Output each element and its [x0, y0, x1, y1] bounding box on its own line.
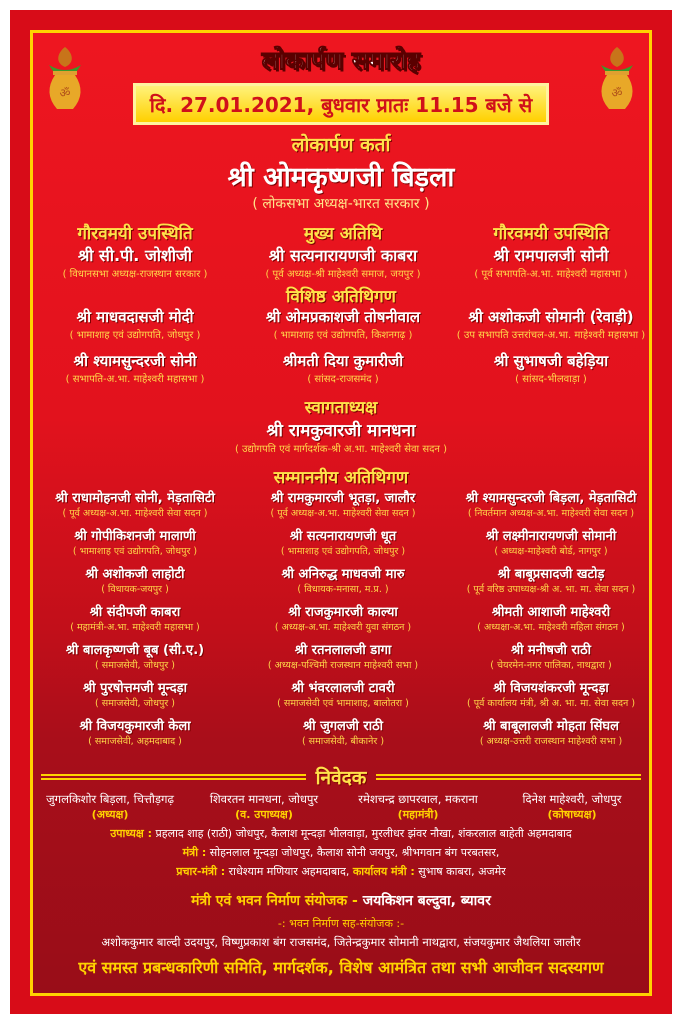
guest-card: [450, 716, 652, 754]
svg-text:ॐ: ॐ: [59, 86, 71, 100]
guest-card: [236, 307, 450, 351]
guest-role: ( अध्यक्ष-पश्चिमी राजस्थान माहेश्वरी सभा ): [267, 660, 419, 671]
guest-heading: गौरवमयी उपस्थिति: [493, 224, 609, 244]
guest-name: श्री माधवदासजी मोदी: [76, 308, 194, 326]
bhavan-value: जयकिशन बल्दुवा, ब्यावर: [362, 893, 491, 909]
guest-heading: गौरवमयी उपस्थिति: [77, 224, 193, 244]
guest-role: ( अध्यक्ष-अ.भा. माहेश्वरी युवा संगठन ): [274, 622, 412, 633]
karyalaya-label: कार्यालय मंत्री :: [352, 865, 415, 878]
member-post: (अध्यक्ष): [91, 808, 129, 821]
guest-role: ( पूर्व वरिष्ठ उपाध्यक्ष-श्री अ. भा. मा. सेवा सदन ): [466, 584, 636, 595]
nivedak-member: [341, 792, 495, 822]
guest-role: ( समाजसेवी, जोधपुर ): [95, 698, 175, 709]
member-post: (कोषाध्यक्ष): [547, 808, 597, 821]
nivedak-member: [187, 792, 341, 822]
bhavan-label: मंत्री एवं भवन निर्माण संयोजक -: [191, 893, 358, 909]
guest-card: [450, 488, 652, 526]
guest-name: श्री बाबूप्रसादजी खटोड़: [497, 567, 605, 582]
kalash-icon: [43, 45, 87, 115]
guest-name: श्री सी.पी. जोशीजी: [77, 246, 193, 265]
mantri-label: मंत्री :: [182, 846, 207, 859]
top-guest: [450, 221, 652, 280]
guest-name: श्री गोपीकिशनजी मालाणी: [74, 529, 196, 544]
guest-role: ( पूर्व अध्यक्ष-श्री माहेश्वरी समाज, जयपुर ): [265, 269, 421, 280]
guest-card: [236, 640, 450, 678]
guest-role: ( सांसद-राजसमंद ): [307, 374, 379, 385]
guest-card: [34, 602, 236, 640]
guest-card: [450, 351, 652, 395]
guest-name: श्री सत्यनारायणजी धूत: [289, 529, 397, 544]
guest-card: [34, 564, 236, 602]
sammanniya-heading: सम्माननीय अतिथिगण: [273, 468, 409, 488]
guest-card: [236, 716, 450, 754]
prachar-text: राधेश्याम मणियार अहमदाबाद,: [228, 865, 350, 878]
karta-heading: लोकार्पण कर्ता: [291, 134, 391, 156]
upadhyaksh-label: उपाध्यक्ष :: [110, 827, 153, 840]
guest-name: श्री भंवरलालजी टावरी: [291, 681, 395, 696]
guest-role: ( पूर्व सभापति-अ.भा. माहेश्वरी महासभा ): [474, 269, 628, 280]
sah-sanyojak-heading: -: भवन निर्माण सह-संयोजक :-: [277, 917, 405, 930]
sammanniya-guests: [34, 488, 648, 754]
guest-name: श्री सत्यनारायणजी काबरा: [268, 246, 418, 265]
sah-sanyojak-list: अशोककुमार बाल्दी उदयपुर, विष्णुप्रकाश बंग राजसमंद, जितेन्द्रकुमार सोमानी नाथद्वारा, संजयकुमार जैथलिया जालौर: [101, 935, 581, 949]
guest-name: श्री श्यामसुन्दरजी सोनी: [73, 352, 197, 370]
prachar-line: [33, 864, 649, 879]
guest-name: श्री रामपालजी सोनी: [493, 246, 609, 265]
guest-card: [450, 640, 652, 678]
guest-card: [34, 640, 236, 678]
guest-role: ( समाजसेवी एवं भामाशाह, बालोतरा ): [277, 698, 409, 709]
guest-card: [236, 602, 450, 640]
guest-role: ( अध्यक्ष-माहेश्वरी बोर्ड, नागपुर ): [494, 546, 608, 557]
guest-role: ( सांसद-भीलवाड़ा ): [515, 374, 587, 385]
guest-card: [450, 602, 652, 640]
nivedak-member: [495, 792, 649, 822]
top-guest: [236, 221, 450, 280]
member-name: रमेशचन्द्र छापरवाल, मकराना: [358, 792, 478, 806]
guest-card: [450, 307, 652, 351]
guest-role: ( भामाशाह एवं उद्योगपति, जोधपुर ): [280, 546, 406, 557]
guest-card: [450, 678, 652, 716]
nivedak-divider: [41, 764, 641, 790]
upadhyaksh-line: [33, 826, 649, 841]
event-date: दि. 27.01.2021, बुधवार प्रातः 11.15 बजे से: [149, 92, 533, 117]
guest-role: ( विधायक-जयपुर ): [101, 584, 169, 595]
poster-frame: [30, 30, 652, 996]
guest-card: [450, 564, 652, 602]
guest-name: श्री बालकृष्णजी बूब (सी.ए.): [65, 643, 205, 658]
guest-role: ( अध्यक्षा-अ.भा. माहेश्वरी महिला संगठन ): [477, 622, 625, 633]
guest-name: श्रीमती आशाजी माहेश्वरी: [491, 605, 611, 620]
guest-card: [236, 678, 450, 716]
guest-name: श्री रतनलालजी डागा: [294, 643, 392, 658]
guest-role: ( पूर्व कार्यालय मंत्री, श्री अ. भा. मा. सेवा सदन ): [466, 698, 636, 709]
vishisht-guests: [34, 307, 648, 395]
guest-name: श्री संदीपजी काबरा: [89, 605, 181, 620]
guest-role: ( उप सभापति उत्तरांचल-अ.भा. माहेश्वरी महासभा ): [456, 330, 646, 341]
guest-role: ( विधायक-मनासा, म.प्र. ): [297, 584, 389, 595]
guest-card: [236, 564, 450, 602]
guest-role: ( निवर्तमान अध्यक्ष-अ.भा. माहेश्वरी सेवा सदन ): [467, 508, 635, 519]
swagat-heading: स्वागताध्यक्ष: [304, 398, 378, 418]
guest-name: श्री बाबूलालजी मोहता सिंघल: [483, 719, 619, 734]
mantri-line: [33, 845, 649, 860]
top-guest: [34, 221, 236, 280]
guest-role: ( पूर्व अध्यक्ष-अ.भा. माहेश्वरी सेवा सदन ): [270, 508, 416, 519]
guest-name: श्री राधामोहनजी सोनी, मेड़तासिटी: [55, 491, 215, 506]
guest-name: श्री रामकुमारजी भूतड़ा, जालौर: [270, 491, 416, 506]
guest-name: श्री ओमप्रकाशजी तोषनीवाल: [265, 308, 421, 326]
swagat-name: श्री रामकुवारजी मानधना: [266, 421, 416, 441]
upadhyaksh-text: प्रहलाद शाह (राठी) जोधपुर, कैलाश मून्दड़ा भीलवाड़ा, मुरलीधर झंवर नौखा, शंकरलाल बाहेती अहमदाबाद: [155, 827, 572, 840]
guest-name: श्री अनिरुद्ध माधवजी मारु: [281, 567, 405, 582]
prachar-label: प्रचार-मंत्री :: [176, 865, 226, 878]
guest-card: [34, 307, 236, 351]
event-title: लोकार्पण समारोह: [261, 46, 421, 75]
karta-role: ( लोकसभा अध्यक्ष-भारत सरकार ): [252, 196, 430, 212]
top-guests: [34, 221, 648, 280]
guest-role: ( महामंत्री-अ.भा. माहेश्वरी महासभा ): [70, 622, 200, 633]
event-date-banner: [133, 83, 549, 125]
guest-card: [34, 716, 236, 754]
swagat-role: ( उद्योगपति एवं मार्गदर्शक-श्री अ.भा. माहेश्वरी सेवा सदन ): [234, 444, 448, 455]
guest-role: ( भामाशाह एवं उद्योगपति, जोधपुर ): [72, 546, 198, 557]
guest-name: श्री विजयकुमारजी केला: [79, 719, 191, 734]
guest-role: ( सभापति-अ.भा. माहेश्वरी महासभा ): [65, 374, 205, 385]
guest-role: ( समाजसेवी, अहमदाबाद ): [88, 736, 182, 747]
guest-name: श्री श्यामसुन्दरजी बिड़ला, मेड़तासिटी: [465, 491, 637, 506]
guest-role: ( समाजसेवी, बीकानेर ): [301, 736, 385, 747]
guest-role: ( विधानसभा अध्यक्ष-राजस्थान सरकार ): [62, 269, 208, 280]
mantri-text: सोहनलाल मून्दड़ा जोधपुर, कैलाश सोनी जयपुर, श्रीभगवान बंग परबतसर,: [209, 846, 500, 859]
member-post: (व. उपाध्यक्ष): [235, 808, 293, 821]
guest-name: श्री अशोकजी सोमानी (रेवाड़ी): [468, 308, 634, 326]
guest-name: श्री अशोकजी लाहोटी: [85, 567, 185, 582]
guest-role: ( पूर्व अध्यक्ष-अ.भा. माहेश्वरी सेवा सदन ): [62, 508, 208, 519]
karyalaya-text: सुभाष काबरा, अजमेर: [418, 865, 506, 878]
guest-name: श्री राजकुमारजी काल्या: [288, 605, 398, 620]
guest-name: श्री मनीषजी राठी: [510, 643, 592, 658]
guest-card: [236, 526, 450, 564]
karta-name: श्री ओमकृष्णजी बिड़ला: [227, 162, 455, 193]
closing-line: एवं समस्त प्रबन्धकारिणी समिति, मार्गदर्शक, विशेष आमंत्रित तथा सभी आजीवन सदस्यगण: [78, 958, 604, 977]
member-name: दिनेश माहेश्वरी, जोधपुर: [522, 792, 622, 806]
guest-card: [34, 678, 236, 716]
svg-text:ॐ: ॐ: [611, 86, 623, 100]
guest-card: [450, 526, 652, 564]
guest-card: [34, 488, 236, 526]
guest-role: ( अध्यक्ष-उत्तरी राजस्थान माहेश्वरी सभा ): [479, 736, 623, 747]
guest-name: श्री सुभाषजी बहेड़िया: [493, 352, 609, 370]
guest-role: ( भामाशाह एवं उद्योगपति, जोधपुर ): [69, 330, 201, 341]
guest-name: श्री लक्ष्मीनारायणजी सोमानी: [485, 529, 617, 544]
member-name: शिवरतन मानधना, जोधपुर: [209, 792, 319, 806]
member-post: (महामंत्री): [397, 808, 439, 821]
guest-heading: मुख्य अतिथि: [303, 224, 383, 244]
guest-role: ( भामाशाह एवं उद्योगपति, किशनगढ़ ): [273, 330, 413, 341]
member-name: जुगलकिशोर बिड़ला, चित्तौड़गढ़: [46, 792, 174, 806]
guest-role: ( समाजसेवी, जोधपुर ): [95, 660, 175, 671]
nivedak-members: [33, 792, 649, 822]
guest-name: श्रीमती दिया कुमारीजी: [282, 352, 404, 370]
guest-card: [236, 488, 450, 526]
nivedak-heading: निवेदक: [315, 767, 367, 789]
guest-name: श्री पुरषोत्तमजी मून्दड़ा: [83, 681, 187, 696]
guest-name: श्री विजयशंकरजी मून्दड़ा: [493, 681, 609, 696]
guest-name: श्री जुगलजी राठी: [302, 719, 384, 734]
bhavan-sanyojak: [33, 891, 649, 910]
guest-card: [34, 526, 236, 564]
invitation-poster: [10, 10, 672, 1014]
nivedak-member: [33, 792, 187, 822]
guest-card: [236, 351, 450, 395]
guest-role: ( चेयरमेन-नगर पालिका, नाथद्वारा ): [490, 660, 612, 671]
vishisht-heading: विशिष्ठ अतिथिगण: [286, 287, 396, 307]
kalash-icon: [595, 45, 639, 115]
guest-card: [34, 351, 236, 395]
